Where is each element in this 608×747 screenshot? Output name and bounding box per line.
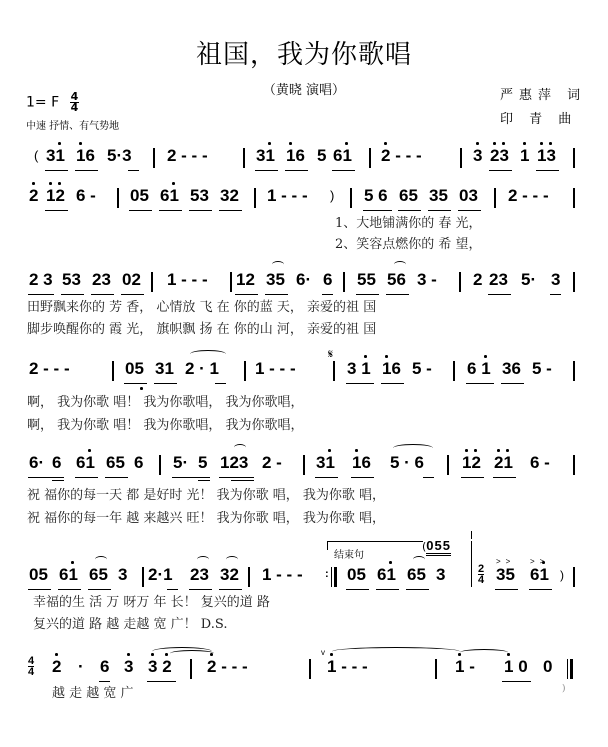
score-line-4: 2 - - - 05 31 2 · 1 1 - - - 𝄋 3 1 1 6 5 - 6 1 36 5 - <box>0 359 608 389</box>
lyric-line-5-verse-1: 祝 福你的每一天 都 是好时 光！ 我为你歌 唱， 我为你歌 唱， <box>27 488 386 503</box>
key-signature <box>26 92 79 113</box>
lyric-line-4-verse-2: 啊， 我为你歌 唱！ 我为你歌唱， 我为你歌唱， <box>27 418 304 433</box>
composer-credit: 印 青 曲 <box>500 112 578 127</box>
tempo-marking: 中速 抒情、有气势地 <box>26 121 120 132</box>
stray-mark: ) <box>562 684 566 694</box>
score-line-2: 2 1 2 6 - 05 61 53 32 1 - - - ) 5 6 65 35 03 2 - - - <box>0 186 608 216</box>
time-signature-4-4: 4 4 <box>28 655 35 678</box>
score-line-5: 6· 6 61 65 6 5· 5 123 2 - 31 1 6 5 · 6 1 2 2 1 6 - <box>0 453 608 483</box>
lyric-line-6-verse-2: 复兴的道 路 越 走越 宽 广！ D.S. <box>33 617 228 632</box>
lyric-line-2-verse-2: 2、笑容点燃你的 希 望， <box>335 237 482 252</box>
ending-label: 结束句 <box>334 550 364 561</box>
time-signature: $\frac{4}{4}$ <box>70 90 79 114</box>
lyric-line-7: 越 走 越 宽 广 <box>52 686 134 701</box>
song-title: 祖国，我为你歌唱 <box>195 40 412 70</box>
lyric-line-2-verse-1: 1、大地铺满你的 春 光， <box>335 216 482 231</box>
performer-subtitle: （黄晓 演唱） <box>262 83 346 98</box>
key-label: 1= F <box>26 94 60 111</box>
time-signature-2-4: 2 4 <box>478 563 485 586</box>
score-line-6: 05 61 65 3 2·1 23 32 1 - - - : 05 61 65 3 2 4 35 >> 61 >> ) <box>0 565 608 595</box>
lyricist-credit: 严惠萍 词 <box>500 88 587 103</box>
breath-mark: v <box>321 648 325 657</box>
tick-mark <box>471 531 472 539</box>
score-line-1: ( 31 1 6 5·3 2 - - - 31 1 6 5 61 2 - - - 3 2 3 1 1 3 <box>0 146 608 176</box>
lyric-line-6-verse-1: 幸福的生 活 万 呀万 年 长！ 复兴的道 路 <box>33 595 270 610</box>
lyric-line-3-verse-1: 田野飘来你的 芳 香， 心情放 飞 在 你的蓝 天， 亲爱的祖 国 <box>27 300 377 315</box>
segno-sign: 𝄋 <box>328 347 334 361</box>
score-line-7: 4 4 2 · 6 3 3 2 2 - - - v 1 - - - 1 - 1 0 0 <box>0 657 608 687</box>
lyric-line-4-verse-1: 啊， 我为你歌 唱！ 我为你歌唱， 我为你歌唱， <box>27 395 304 410</box>
lyric-line-5-verse-2: 祝 福你的每一年 越 来越兴 旺！ 我为你歌 唱， 我为你歌 唱， <box>27 511 386 526</box>
lyric-line-3-verse-2: 脚步唤醒你的 霞 光， 旗帜飘 扬 在 你的山 河， 亲爱的祖 国 <box>27 322 377 337</box>
tail-bracket: (055 <box>422 538 451 553</box>
score-line-3: 2 3 53 23 02 1 - - - 12 35 6· 6 55 56 3 - 2 23 5· 3 <box>0 270 608 300</box>
